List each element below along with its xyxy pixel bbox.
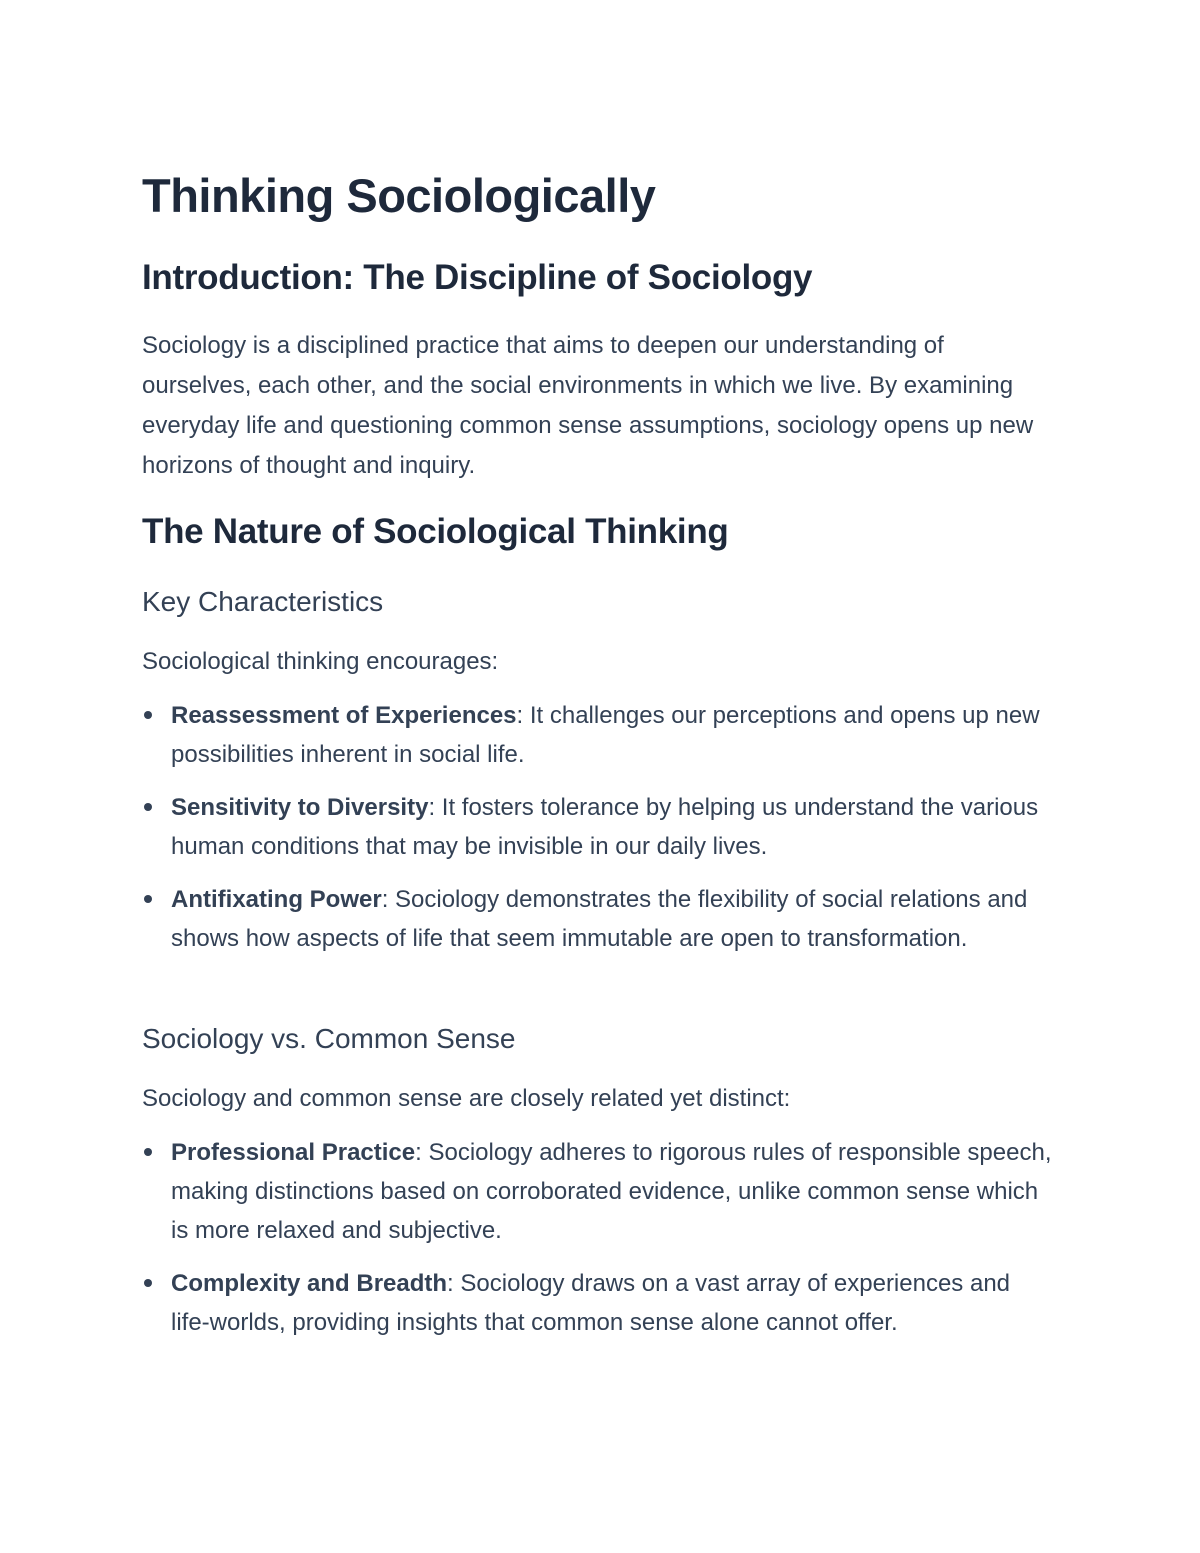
common-sense-heading: Sociology vs. Common Sense: [142, 1023, 516, 1054]
list-item-text: : Sociology adheres to rigorous rules of responsible speech, making distinctions based on corroborated evidence, unlike common sense which is more relaxed and subjective.: [171, 1139, 1052, 1244]
list-item-text: : It fosters tolerance by helping us understand the various human conditions that may be invisible in our daily lives.: [171, 794, 1039, 860]
list-item: [142, 1133, 1052, 1250]
bullet-icon: [144, 711, 152, 719]
list-item: [142, 696, 1052, 774]
intro-heading: Introduction: The Discipline of Sociology: [142, 258, 813, 297]
list-item-term: Antifixating Power: [171, 886, 382, 913]
list-item-text: : Sociology demonstrates the flexibility of social relations and shows how aspects of life that seem immutable are open to transformation.: [171, 886, 1028, 952]
key-characteristics-heading: Key Characteristics: [142, 586, 384, 617]
list-item-term: Complexity and Breadth: [171, 1270, 448, 1297]
intro-paragraph: Sociology is a disciplined practice that aims to deepen our understanding of ourselves, each other, and the social environments in which we live. By examining everyday life and questioning common sense assumptions, sociology opens up new horizons of thought and inquiry.: [142, 332, 1034, 479]
key-characteristics-lead: Sociological thinking encourages:: [142, 648, 499, 675]
list-item: [142, 880, 1052, 958]
list-item-term: Sensitivity to Diversity: [171, 794, 429, 821]
common-sense-list: [142, 1133, 1052, 1356]
bullet-icon: [144, 1148, 152, 1156]
list-item-term: Professional Practice: [171, 1139, 416, 1166]
nature-heading: The Nature of Sociological Thinking: [142, 512, 729, 551]
list-item: [142, 1264, 1052, 1342]
bullet-icon: [144, 803, 152, 811]
list-item: [142, 788, 1052, 866]
common-sense-lead: Sociology and common sense are closely related yet distinct:: [142, 1085, 791, 1112]
key-characteristics-list: [142, 696, 1052, 972]
page-title: Thinking Sociologically: [142, 169, 656, 222]
bullet-icon: [144, 1279, 152, 1287]
list-item-text: : It challenges our perceptions and opens up new possibilities inherent in social life.: [171, 702, 1040, 768]
bullet-icon: [144, 895, 152, 903]
list-item-text: : Sociology draws on a vast array of experiences and life-worlds, providing insights that common sense alone cannot offer.: [171, 1270, 1011, 1336]
list-item-term: Reassessment of Experiences: [171, 702, 517, 729]
